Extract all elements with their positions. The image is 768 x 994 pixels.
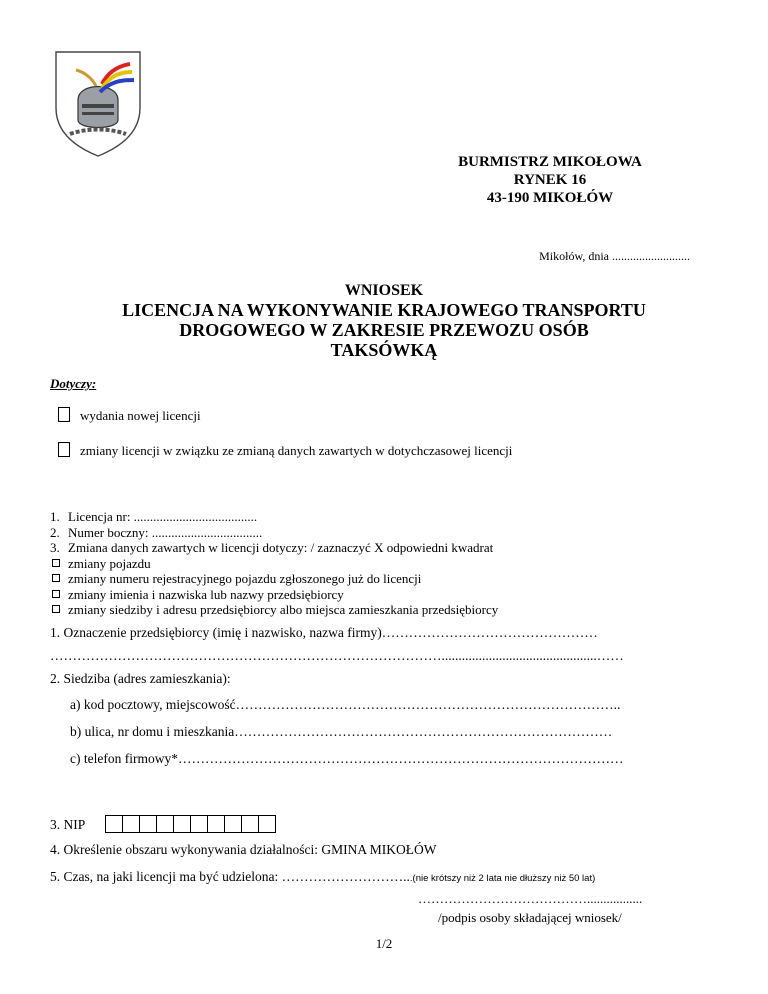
- postal-code-field[interactable]: a) kod pocztowy, miejscowość…………………………………………………………………………..: [70, 697, 621, 712]
- dotyczy-label: Dotyczy:: [50, 376, 97, 391]
- addressee-line: BURMISTRZ MIKOŁOWA: [458, 154, 642, 170]
- page-number: 1/2: [375, 936, 393, 951]
- license-duration-field[interactable]: 5. Czas, na jaki licencji ma być udzielona: ………………………...(nie krótszy niż 2 lata nie dłuższy niż 50 lat): [50, 869, 596, 884]
- entrepreneur-name-continuation[interactable]: ……………………………………………………………………………..............................................……: [50, 648, 624, 663]
- checkbox[interactable]: [52, 590, 60, 598]
- checkbox[interactable]: [52, 574, 60, 582]
- checkbox[interactable]: [52, 605, 60, 613]
- list-item: 2. Numer boczny: ..................................: [50, 524, 263, 540]
- title-line: LICENCJA NA WYKONYWANIE KRAJOWEGO TRANSPORTU: [122, 300, 646, 320]
- option-new-license[interactable]: [58, 407, 201, 424]
- change-option[interactable]: zmiany numeru rejestracyjnego pojazdu zgłoszonego już do licencji: [50, 571, 498, 587]
- list-item: 3. Zmiana danych zawartych w licencji dotyczy: / zaznaczyć X odpowiedni kwadrat: [50, 540, 494, 555]
- seat-heading: 2. Siedziba (adres zamieszkania):: [50, 671, 231, 686]
- list-item: 1. Licencja nr: ......................................: [50, 509, 258, 524]
- option-label: zmiany licencji w związku ze zmianą danych zawartych w dotychczasowej licencji: [80, 443, 513, 458]
- addressee-block: [400, 153, 700, 207]
- coat-of-arms-logo: [52, 48, 144, 158]
- checkbox[interactable]: [58, 442, 70, 457]
- checkbox[interactable]: [52, 559, 60, 567]
- addressee-line: RYNEK 16: [513, 172, 587, 188]
- area-of-activity: 4. Określenie obszaru wykonywania działalności: GMINA MIKOŁÓW: [50, 842, 437, 857]
- license-info-list: [50, 509, 498, 618]
- option-change-license[interactable]: [58, 442, 512, 459]
- doc-title-label: WNIOSEK: [344, 282, 424, 299]
- duration-note: .(nie krótszy niż 2 lata nie dłuższy niż 50 lat): [409, 873, 596, 884]
- signature-line[interactable]: ………………………………….................: [418, 891, 643, 906]
- date-line[interactable]: Mikołów, dnia ..........................: [539, 249, 690, 263]
- title-line: TAKSÓWKĄ: [330, 340, 438, 360]
- title-line: DROGOWEGO W ZAKRESIE PRZEWOZU OSÓB: [179, 320, 589, 340]
- checkbox[interactable]: [58, 407, 70, 422]
- nip-input-boxes[interactable]: [106, 815, 276, 833]
- entrepreneur-name-field[interactable]: 1. Oznaczenie przedsiębiorcy (imię i nazwisko, nazwa firmy)…………………………………………: [50, 625, 598, 640]
- change-option[interactable]: zmiany pojazdu: [50, 556, 498, 572]
- street-field[interactable]: b) ulica, nr domu i mieszkania…………………………………………………………………………: [70, 724, 613, 739]
- doc-title: [60, 300, 708, 360]
- change-option[interactable]: zmiany imienia i nazwiska lub nazwy przedsiębiorcy: [50, 587, 498, 603]
- nip-label: 3. NIP: [50, 817, 86, 832]
- option-label: wydania nowej licencji: [80, 408, 201, 423]
- phone-field[interactable]: c) telefon firmowy*………………………………………………………………………………………: [70, 751, 624, 766]
- addressee-line: 43-190 MIKOŁÓW: [486, 190, 614, 206]
- signature-label: /podpis osoby składającej wniosek/: [438, 910, 622, 925]
- change-option[interactable]: zmiany siedziby i adresu przedsiębiorcy albo miejsca zamieszkania przedsiębiorcy: [50, 602, 498, 618]
